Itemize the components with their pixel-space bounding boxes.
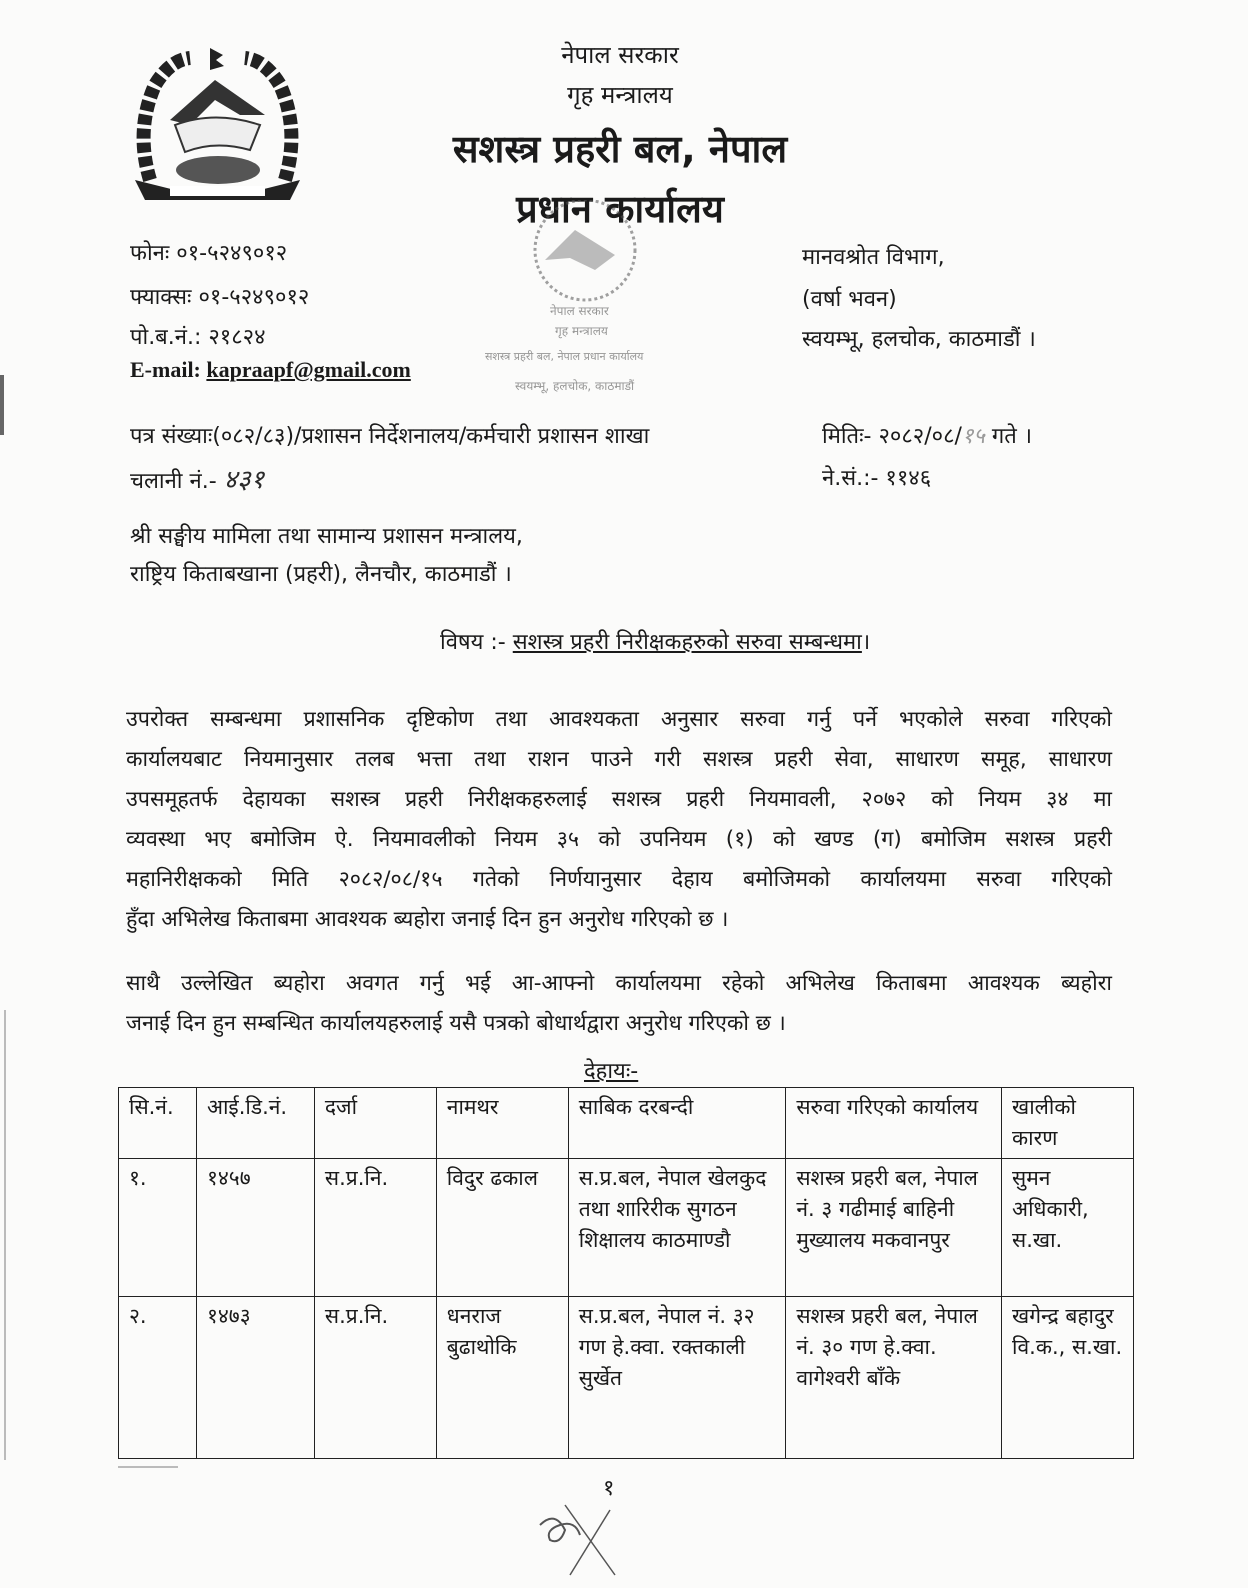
phone-number: फोनः ०१-५२४९०१२ xyxy=(130,241,288,266)
office-name: प्रधान कार्यालय xyxy=(516,187,724,231)
date-label: मितिः- २०८२/०८/ xyxy=(822,424,962,449)
subject-label: विषय :- xyxy=(440,630,506,655)
para1-line: उपरोक्त सम्बन्धमा प्रशासनिक दृष्टिकोण तथा आवश्यकता अनुसार सरुवा गर्नु पर्ने भएकोले सरुवा गरिएको xyxy=(126,707,1112,732)
header-vacancy-reason: खालीको कारण xyxy=(1002,1088,1134,1159)
transfer-table xyxy=(118,1087,1134,1459)
cell-vacancy-reason: सुमन अधिकारी, स.खा. xyxy=(1002,1159,1134,1297)
subject-text: सशस्त्र प्रहरी निरीक्षकहरुको सरुवा सम्बन्धमा xyxy=(512,630,862,655)
cell-previous-post: स.प्र.बल, नेपाल खेलकुद तथा शारिरीक सुगठन शिक्षालय काठमाण्डौ xyxy=(568,1159,786,1297)
cell-vacancy-reason: खगेन्द्र बहादुर वि.क., स.खा. xyxy=(1002,1297,1134,1459)
stamp-text-4: स्वयम्भू, हलचोक, काठमाडौं xyxy=(515,379,635,393)
nepal-sambat: ने.सं.:- ११४६ xyxy=(822,466,932,491)
cell-serial: १. xyxy=(119,1159,197,1297)
cell-rank: स.प्र.नि. xyxy=(314,1297,436,1459)
cell-serial: २. xyxy=(119,1297,197,1459)
ministry-name: गृह मन्त्रालय xyxy=(567,81,673,109)
cell-name: विदुर ढकाल xyxy=(436,1159,568,1297)
date-line xyxy=(822,420,1032,450)
po-box: पो.ब.नं.: २१८२४ xyxy=(130,325,266,350)
fax-number: फ्याक्सः ०१-५२४९०१२ xyxy=(130,285,310,310)
email-link[interactable]: kapraapf@gmail.com xyxy=(206,357,411,382)
table-header-row xyxy=(119,1088,1134,1159)
stamp-text-2: गृह मन्त्रालय xyxy=(555,324,608,338)
department-building: (वर्षा भवन) xyxy=(802,287,897,312)
date-suffix: गते । xyxy=(991,424,1033,449)
nepal-emblem-icon xyxy=(130,40,305,205)
signature-icon xyxy=(530,1500,630,1580)
cell-id: १४७३ xyxy=(196,1297,314,1459)
header-transferred-office: सरुवा गरिएको कार्यालय xyxy=(786,1088,1002,1159)
cell-id: १४५७ xyxy=(196,1159,314,1297)
scan-edge-mark xyxy=(0,375,4,435)
stamp-text-3: सशस्त्र प्रहरी बल, नेपाल प्रधान कार्यालय xyxy=(485,350,644,363)
stamp-text-1: नेपाल सरकार xyxy=(550,304,609,318)
header-previous-post: साबिक दरबन्दी xyxy=(568,1088,786,1159)
cell-name: धनराज बुढाथोकि xyxy=(436,1297,568,1459)
page-number: १ xyxy=(603,1476,615,1501)
org-name: सशस्त्र प्रहरी बल, नेपाल xyxy=(452,127,788,171)
header-serial: सि.नं. xyxy=(119,1088,197,1159)
para1-line: हुँदा अभिलेख किताबमा आवश्यक ब्यहोरा जनाई दिन हुन अनुरोध गरिएको छ । xyxy=(126,907,729,932)
cell-transferred-office: सशस्त्र प्रहरी बल, नेपाल नं. ३० गण हे.क्वा. वागेश्वरी बाँके xyxy=(786,1297,1002,1459)
body-paragraph-1 xyxy=(126,700,1112,940)
footer-mark xyxy=(118,1466,178,1468)
header-id: आई.डि.नं. xyxy=(196,1088,314,1159)
cell-previous-post: स.प्र.बल, नेपाल नं. ३२ गण हे.क्वा. रक्तकाली सुर्खेत xyxy=(568,1297,786,1459)
subject-end: । xyxy=(861,630,871,655)
body-paragraph-2 xyxy=(126,964,1112,1044)
dispatch-label: चलानी नं.- xyxy=(130,469,217,494)
department-address: स्वयम्भू, हलचोक, काठमाडौं । xyxy=(802,327,1036,352)
dispatch-number: ४३१ xyxy=(223,465,265,495)
table-row xyxy=(119,1159,1134,1297)
para2-line: जनाई दिन हुन सम्बन्धित कार्यालयहरुलाई यसै पत्रको बोधार्थद्वारा अनुरोध गरिएको छ । xyxy=(126,1011,786,1036)
para2-line: साथै उल्लेखित ब्यहोरा अवगत गर्नु भई आ-आफ्नो कार्यालयमा रहेको अभिलेख किताबमा आवश्यक ब्यहोरा xyxy=(126,971,1112,996)
para1-line: महानिरीक्षकको मिति २०८२/०८/१५ गतेको निर्णयानुसार देहाय बमोजिमको कार्यालयमा सरुवा गरिएको xyxy=(126,867,1112,892)
email-label: E-mail: xyxy=(130,357,201,382)
date-day: १५ xyxy=(961,424,985,449)
scan-edge-mark xyxy=(4,1010,6,1460)
para1-line: कार्यालयबाट नियमानुसार तलब भत्ता तथा राशन पाउने गरी सशस्त्र प्रहरी सेवा, साधारण समूह, साधारण xyxy=(126,747,1112,772)
cell-rank: स.प्र.नि. xyxy=(314,1159,436,1297)
table-caption: देहायः- xyxy=(584,1059,639,1084)
header-name: नामथर xyxy=(436,1088,568,1159)
letter-number: पत्र संख्याः(०८२/८३)/प्रशासन निर्देशनालय/कर्मचारी प्रशासन शाखा xyxy=(130,424,650,449)
recipient-line-1: श्री सङ्घीय मामिला तथा सामान्य प्रशासन मन्त्रालय, xyxy=(130,524,523,549)
header-rank: दर्जा xyxy=(314,1088,436,1159)
office-stamp xyxy=(475,200,715,410)
dispatch-number-line xyxy=(130,460,264,496)
govt-name: नेपाल सरकार xyxy=(561,41,679,69)
para1-line: व्यवस्था भए बमोजिम ऐ. नियमावलीको नियम ३५ को उपनियम (१) को खण्ड (ग) बमोजिम सशस्त्र प्रहरी xyxy=(126,827,1112,852)
email-line xyxy=(130,357,411,383)
department-name: मानवश्रोत विभाग, xyxy=(802,245,945,270)
cell-transferred-office: सशस्त्र प्रहरी बल, नेपाल नं. ३ गढीमाई बाहिनी मुख्यालय मकवानपुर xyxy=(786,1159,1002,1297)
para1-line: उपसमूहतर्फ देहायका सशस्त्र प्रहरी निरीक्षकहरुलाई सशस्त्र प्रहरी नियमावली, २०७२ को नियम ३४ मा xyxy=(126,787,1112,812)
table-row xyxy=(119,1297,1134,1459)
subject-line xyxy=(440,626,870,656)
recipient-line-2: राष्ट्रिय किताबखाना (प्रहरी), लैनचौर, काठमाडौं । xyxy=(130,562,512,587)
